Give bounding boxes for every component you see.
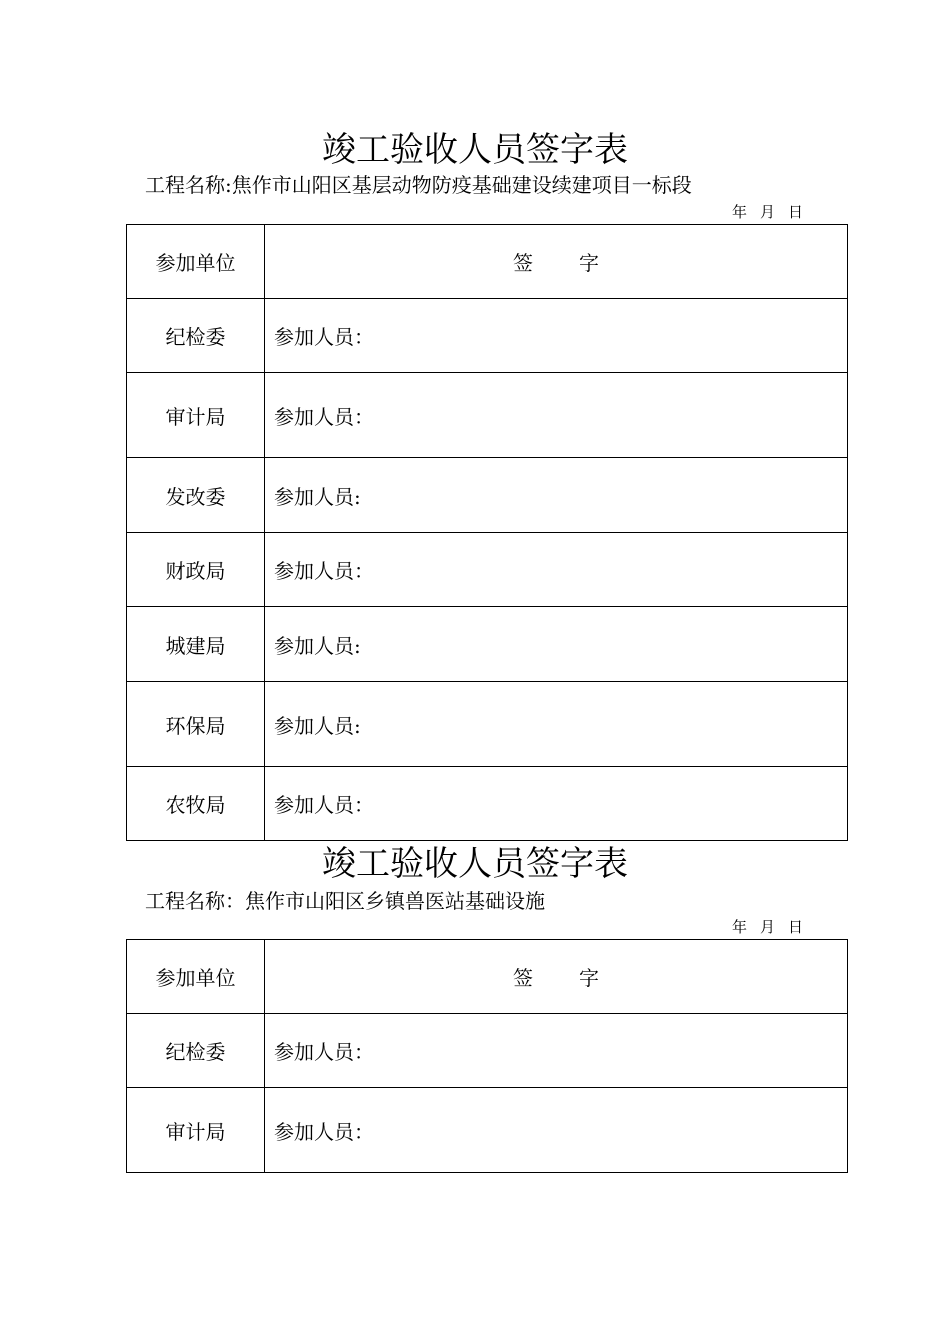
table-row	[127, 767, 848, 841]
unit-name: 财政局	[127, 533, 265, 607]
unit-name: 纪检委	[127, 299, 265, 373]
table-row	[127, 682, 848, 767]
header-sign-part1: 签	[513, 251, 533, 275]
date-year: 年	[732, 918, 749, 936]
signature-cell[interactable]: 参加人员:	[265, 458, 848, 533]
unit-name: 发改委	[127, 458, 265, 533]
table-row	[127, 299, 848, 373]
header-sign-part1: 签	[513, 966, 533, 990]
header-sign	[265, 225, 848, 299]
header-sign-part2: 字	[579, 251, 599, 275]
form-title: 竣工验收人员签字表	[322, 844, 628, 884]
unit-name: 环保局	[127, 682, 265, 767]
table-row	[127, 533, 848, 607]
signature-table	[126, 224, 848, 841]
header-unit: 参加单位	[127, 940, 265, 1014]
signature-cell[interactable]: 参加人员：	[265, 1088, 848, 1173]
date-month: 月	[760, 918, 777, 936]
table-row	[127, 607, 848, 682]
signature-cell[interactable]: 参加人员：	[265, 533, 848, 607]
header-unit: 参加单位	[127, 225, 265, 299]
project-name: 工程名称：焦作市山阳区乡镇兽医站基础设施	[145, 889, 545, 913]
table-row	[127, 373, 848, 458]
unit-name: 城建局	[127, 607, 265, 682]
table-row	[127, 458, 848, 533]
date-year: 年	[732, 203, 749, 221]
date-day: 日	[788, 918, 805, 936]
unit-name: 农牧局	[127, 767, 265, 841]
header-sign	[265, 940, 848, 1014]
date-day: 日	[788, 203, 805, 221]
table-header-row	[127, 940, 848, 1014]
signature-cell[interactable]: 参加人员：	[265, 1014, 848, 1088]
signature-cell[interactable]: 参加人员:	[265, 682, 848, 767]
signature-cell[interactable]: 参加人员：	[265, 373, 848, 458]
table-header-row	[127, 225, 848, 299]
signature-cell[interactable]: 参加人员：	[265, 299, 848, 373]
signature-table	[126, 939, 848, 1173]
signature-cell[interactable]: 参加人员：	[265, 767, 848, 841]
project-name: 工程名称:焦作市山阳区基层动物防疫基础建设续建项目一标段	[145, 173, 692, 197]
table-row	[127, 1014, 848, 1088]
date-line	[732, 202, 816, 222]
unit-name: 纪检委	[127, 1014, 265, 1088]
date-month: 月	[760, 203, 777, 221]
table-row	[127, 1088, 848, 1173]
header-sign-part2: 字	[579, 966, 599, 990]
form-title: 竣工验收人员签字表	[322, 130, 628, 170]
unit-name: 审计局	[127, 1088, 265, 1173]
signature-cell[interactable]: 参加人员:	[265, 607, 848, 682]
date-line	[732, 917, 816, 937]
unit-name: 审计局	[127, 373, 265, 458]
